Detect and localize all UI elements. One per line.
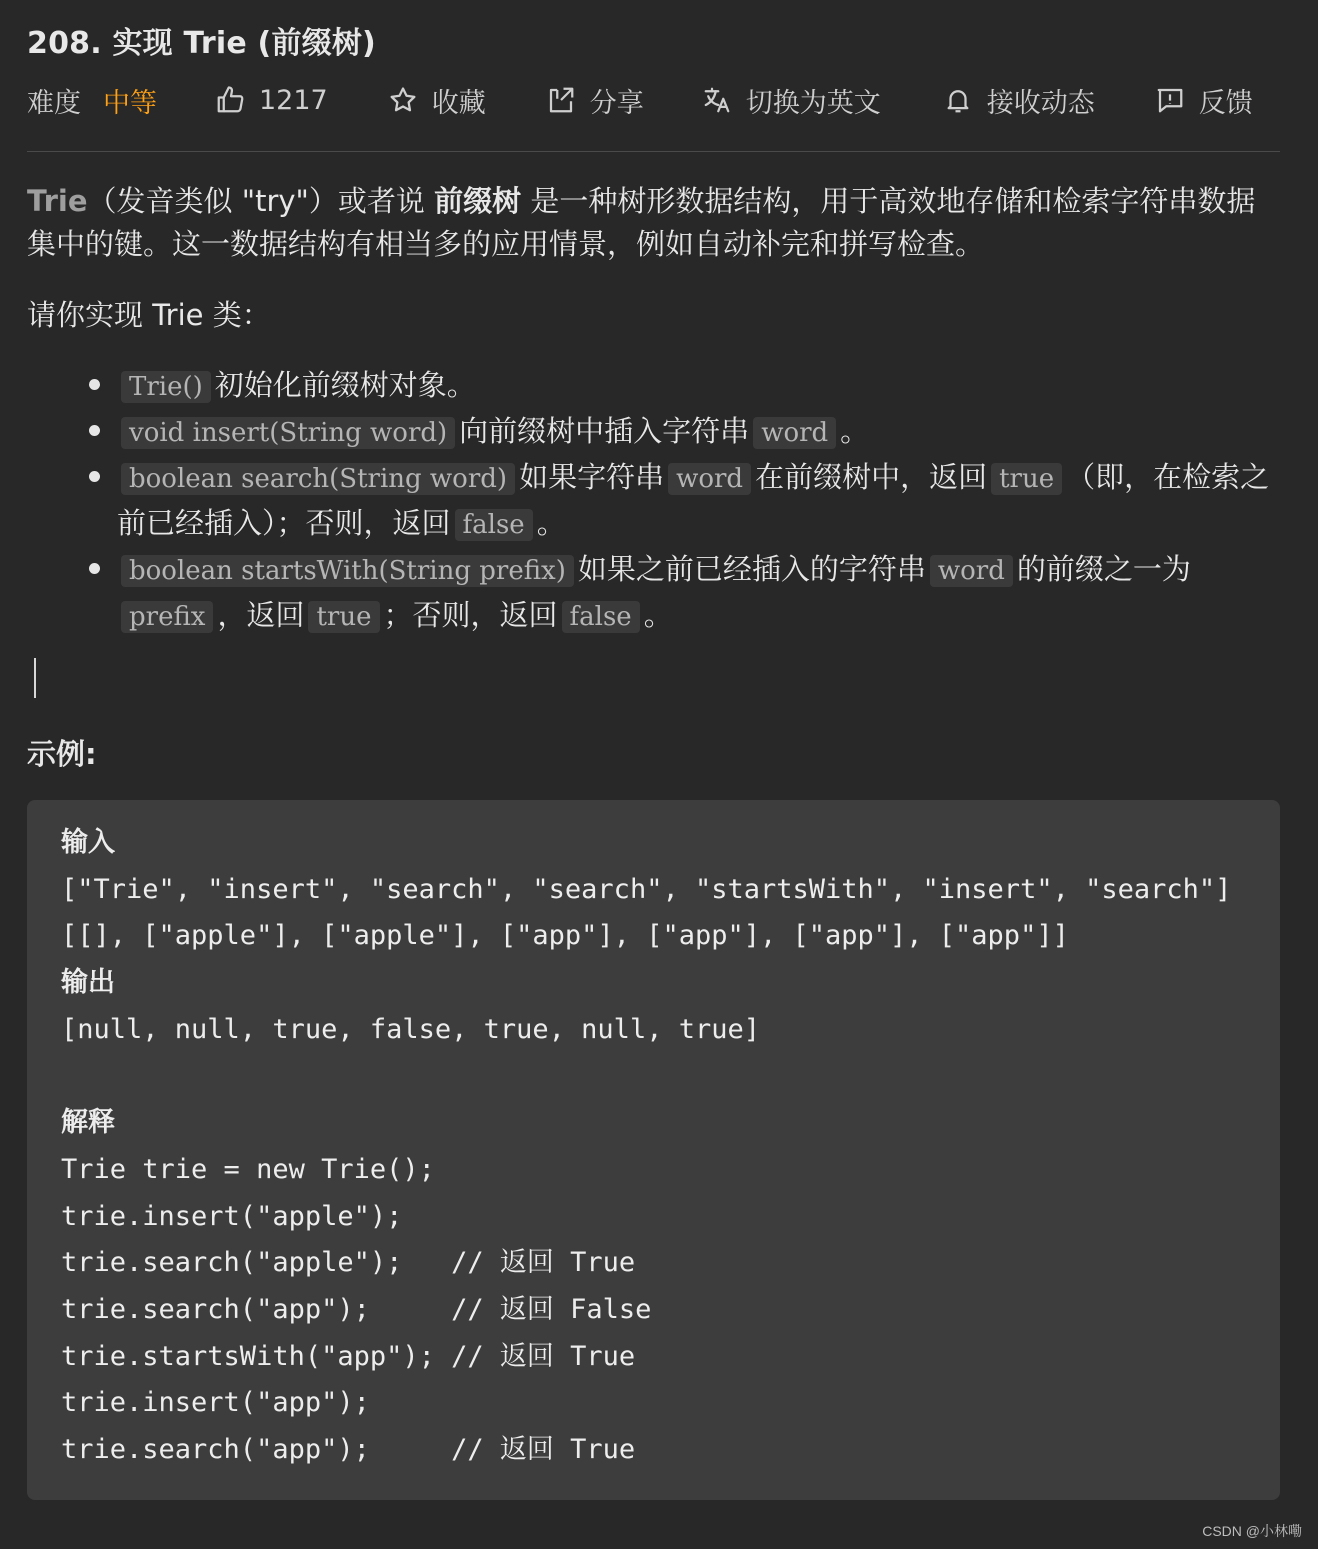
- api-desc: 如果字符串: [519, 460, 665, 494]
- input-label: 输入: [61, 827, 115, 858]
- api-desc: 的前缀之一为: [1016, 552, 1191, 586]
- intro-text-rest: 是一种树形数据结构，用于高效地存储和检索字符串数据集中的键。这一数据结构有相当多的应用情景，例如自动补完和拼写检查。: [27, 184, 1256, 261]
- api-desc: 初始化前缀树对象。: [214, 368, 476, 402]
- inline-code: true: [991, 463, 1062, 495]
- subscribe-label: 接收动态: [986, 87, 1095, 119]
- like-button[interactable]: [215, 80, 328, 120]
- explain-line: trie.search("app"); // 返回 False: [61, 1293, 652, 1325]
- favorite-button[interactable]: [388, 80, 486, 120]
- feedback-button[interactable]: [1155, 80, 1253, 120]
- list-item: [117, 455, 1280, 547]
- inline-code: false: [455, 509, 533, 541]
- output-line: [null, null, true, false, true, null, true]: [61, 1013, 760, 1045]
- explain-line: trie.insert("app");: [61, 1387, 370, 1419]
- star-icon: [388, 85, 418, 115]
- favorite-label: 收藏: [431, 87, 486, 119]
- bell-icon: [943, 85, 973, 115]
- switch-language-button[interactable]: [702, 80, 881, 120]
- explain-line: trie.search("app"); // 返回 True: [61, 1433, 636, 1465]
- explain-line: trie.search("apple"); // 返回 True: [61, 1247, 636, 1279]
- inline-code: true: [308, 601, 379, 633]
- translate-icon: [702, 85, 732, 115]
- inline-code: prefix: [121, 601, 213, 633]
- input-line-2: [[], ["apple"], ["apple"], ["app"], ["app"], ["app"], ["app"]]: [61, 920, 1069, 952]
- api-list: [27, 363, 1280, 639]
- inline-code: word: [668, 463, 751, 495]
- api-desc: 。: [643, 598, 673, 632]
- difficulty-label: 难度: [27, 87, 81, 119]
- subscribe-button[interactable]: [943, 80, 1095, 120]
- api-desc: 。: [536, 506, 566, 540]
- intro-paragraph: [27, 180, 1280, 266]
- feedback-icon: [1155, 85, 1185, 115]
- trie-term: Trie: [27, 184, 88, 218]
- prefix-tree-term: 前缀树: [434, 184, 522, 218]
- share-icon: [546, 85, 576, 115]
- inline-code: boolean search(String word): [121, 463, 515, 495]
- input-line-1: ["Trie", "insert", "search", "search", "startsWith", "insert", "search"]: [61, 873, 1232, 905]
- text-cursor: [34, 658, 36, 698]
- explain-label: 解释: [61, 1107, 115, 1139]
- intro-text: （发音类似 "try"）或者说: [87, 184, 435, 218]
- share-button[interactable]: [546, 80, 644, 120]
- task-statement: 请你实现 Trie 类：: [27, 298, 271, 332]
- problem-title: 208. 实现 Trie (前缀树): [27, 26, 376, 61]
- problem-description: [27, 180, 1280, 639]
- share-label: 分享: [589, 87, 644, 119]
- header-divider: [27, 151, 1280, 152]
- output-label: 输出: [61, 967, 115, 999]
- list-item: [117, 363, 1280, 409]
- api-desc: 。: [840, 414, 870, 448]
- inline-code: boolean startsWith(String prefix): [121, 555, 574, 587]
- difficulty-badge: 中等: [103, 87, 157, 119]
- feedback-label: 反馈: [1198, 87, 1253, 119]
- list-item: [117, 409, 1280, 455]
- api-desc: ；否则，返回: [383, 598, 558, 632]
- inline-code: word: [753, 417, 836, 449]
- list-item: [117, 547, 1280, 639]
- example-code-block: [27, 800, 1280, 1500]
- switch-language-label: 切换为英文: [745, 87, 881, 119]
- watermark: CSDN @小林嘞: [1202, 1523, 1302, 1539]
- api-desc: 在前缀树中，返回: [755, 460, 988, 494]
- problem-meta-bar: [27, 80, 1280, 120]
- inline-code: void insert(String word): [121, 417, 455, 449]
- explain-line: trie.startsWith("app"); // 返回 True: [61, 1340, 636, 1372]
- inline-code: false: [562, 601, 640, 633]
- explain-line: trie.insert("apple");: [61, 1200, 403, 1232]
- api-desc: ，返回: [217, 598, 305, 632]
- explain-line: Trie trie = new Trie();: [61, 1153, 435, 1185]
- api-desc: 向前缀树中插入字符串: [459, 414, 750, 448]
- blank-line: [61, 1053, 1246, 1100]
- inline-code: word: [930, 555, 1013, 587]
- inline-code: Trie(): [121, 371, 211, 403]
- like-count: 1217: [259, 84, 328, 116]
- api-desc: 如果之前已经插入的字符串: [577, 552, 926, 586]
- example-heading: 示例:: [27, 737, 97, 771]
- thumbs-up-icon: [215, 85, 245, 115]
- api-desc: （即，在检索之前已经插入）；否则，返回: [117, 460, 1270, 540]
